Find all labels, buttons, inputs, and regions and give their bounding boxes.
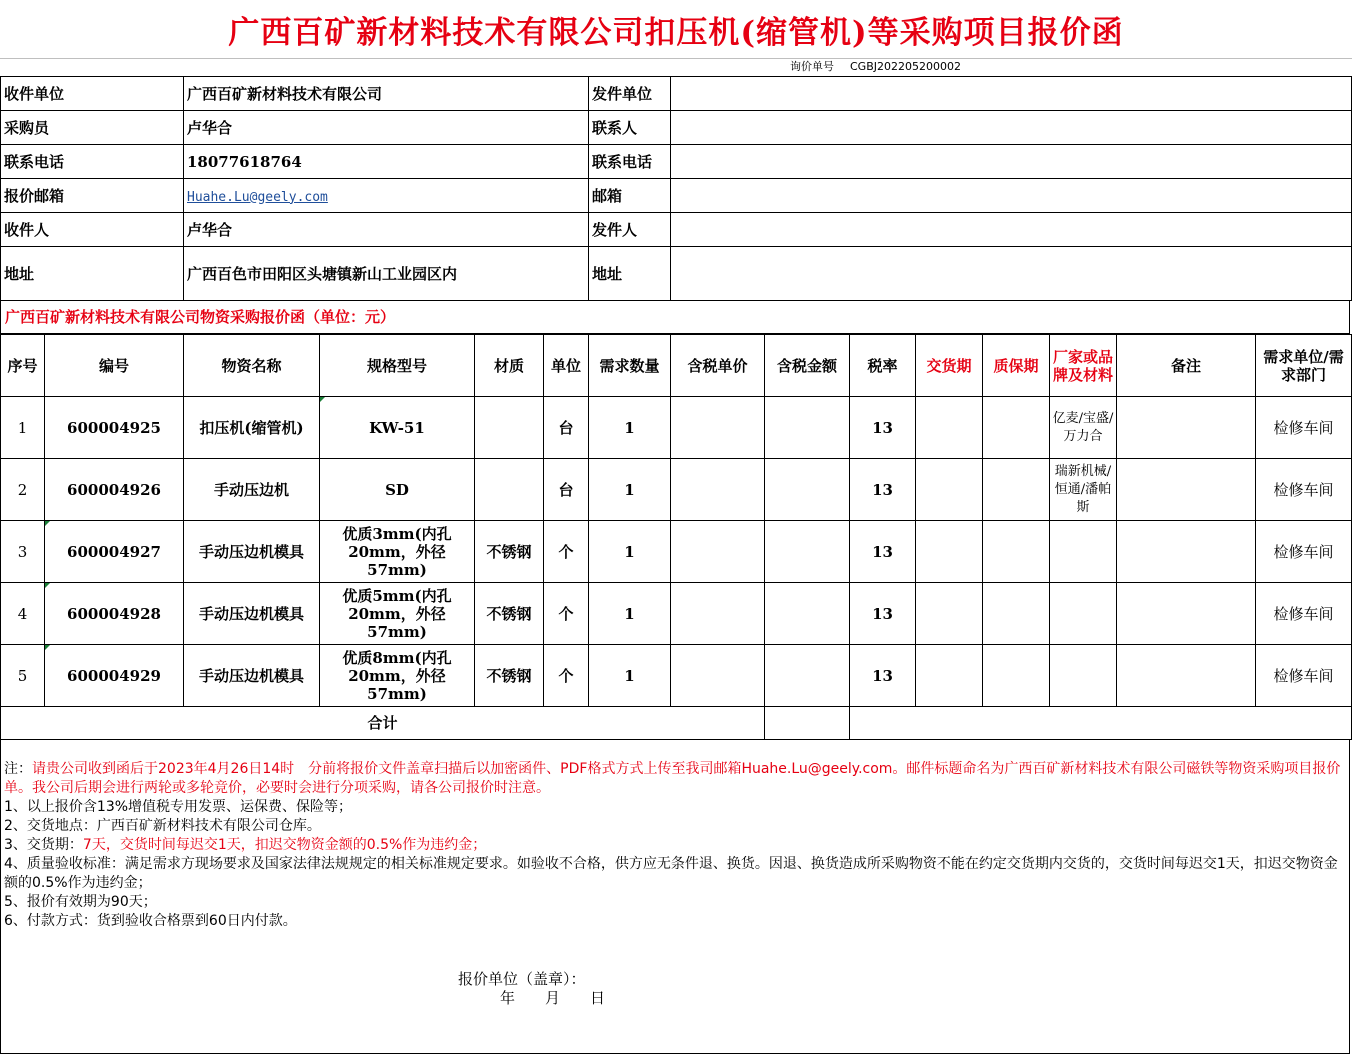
cell-dept[interactable]: 检修车间 (1256, 459, 1352, 521)
info-row (1, 77, 1352, 111)
cell-unit[interactable]: 台 (544, 397, 589, 459)
info-label: 联系电话 (1, 145, 184, 179)
table-row (1, 459, 1352, 521)
cell-spec[interactable]: 优质8mm(内孔20mm，外径57mm) (320, 645, 475, 707)
cell-warranty[interactable] (983, 521, 1050, 583)
cell-spec[interactable]: 优质3mm(内孔20mm，外径57mm) (320, 521, 475, 583)
cell-comment-marker (45, 521, 50, 526)
info-label: 邮箱 (589, 179, 671, 213)
cell-qty[interactable]: 1 (589, 397, 671, 459)
info-value[interactable]: 广西百色市田阳区头塘镇新山工业园区内 (184, 247, 589, 301)
cell-price[interactable] (671, 583, 765, 645)
total-label: 合计 (1, 707, 765, 740)
cell-name[interactable]: 手动压边机模具 (184, 521, 320, 583)
table-row (1, 583, 1352, 645)
cell-code[interactable]: 600004925 (45, 397, 184, 459)
cell-comment-marker (45, 645, 50, 650)
note-2: 2、交货地点：广西百矿新材料技术有限公司仓库。 (4, 818, 321, 834)
cell-unit[interactable]: 个 (544, 521, 589, 583)
info-row (1, 145, 1352, 179)
section-title: 广西百矿新材料技术有限公司物资采购报价函（单位：元） (0, 300, 1350, 334)
col-header: 含税金额 (765, 335, 850, 397)
cell-delivery[interactable] (916, 397, 983, 459)
col-header: 厂家或品牌及材料 (1050, 335, 1117, 397)
col-header: 交货期 (916, 335, 983, 397)
cell-warranty[interactable] (983, 459, 1050, 521)
note-3-detail: 7天，交货时间每迟交1天，扣迟交物资金额的0.5%作为违约金； (82, 837, 487, 853)
info-input[interactable] (671, 179, 1352, 213)
cell-code[interactable]: 600004928 (45, 583, 184, 645)
note-deadline: 请贵公司收到函后于2023年4月26日14时 分前将报价文件盖章扫描后以加密函件、PDF格式方式上传至我司邮箱Huahe.Lu@geely.com。邮件标题命名为广西百矿新材料技术有限公司磁铁等物资采购项目报价单。我公司后期会进行两轮或多轮竞价，必要时会进行分项采购，请各公司报价时注意。 (4, 761, 1341, 796)
cell-no[interactable]: 1 (1, 397, 45, 459)
col-header: 需求数量 (589, 335, 671, 397)
items-table (0, 334, 1352, 740)
table-header-row (1, 335, 1352, 397)
cell-remark[interactable] (1117, 645, 1256, 707)
table-row (1, 397, 1352, 459)
info-label: 发件人 (589, 213, 671, 247)
cell-amount[interactable] (765, 583, 850, 645)
cell-tax[interactable]: 13 (850, 459, 916, 521)
cell-dept[interactable]: 检修车间 (1256, 397, 1352, 459)
cell-tax[interactable]: 13 (850, 397, 916, 459)
cell-name[interactable]: 手动压边机 (184, 459, 320, 521)
cell-delivery[interactable] (916, 645, 983, 707)
cell-tax[interactable]: 13 (850, 521, 916, 583)
cell-qty[interactable]: 1 (589, 645, 671, 707)
cell-material[interactable]: 不锈钢 (475, 521, 544, 583)
table-row (1, 521, 1352, 583)
cell-comment-marker (45, 583, 50, 588)
col-header: 序号 (1, 335, 45, 397)
cell-code[interactable]: 600004926 (45, 459, 184, 521)
info-label: 地址 (1, 247, 184, 301)
note-6: 6、付款方式：货到验收合格票到60日内付款。 (4, 913, 297, 929)
cell-remark[interactable] (1117, 459, 1256, 521)
cell-qty[interactable]: 1 (589, 459, 671, 521)
cell-brand[interactable]: 亿麦/宝盛/万力合 (1050, 397, 1117, 459)
cell-delivery[interactable] (916, 583, 983, 645)
cell-material[interactable]: 不锈钢 (475, 645, 544, 707)
info-value[interactable] (184, 179, 589, 213)
note-prefix: 注： (4, 761, 32, 777)
info-input[interactable] (671, 247, 1352, 301)
cell-warranty[interactable] (983, 645, 1050, 707)
cell-amount[interactable] (765, 645, 850, 707)
cell-dept[interactable]: 检修车间 (1256, 521, 1352, 583)
cell-spec[interactable]: SD (320, 459, 475, 521)
cell-remark[interactable] (1117, 583, 1256, 645)
cell-amount[interactable] (765, 521, 850, 583)
col-header: 含税单价 (671, 335, 765, 397)
col-header: 质保期 (983, 335, 1050, 397)
cell-unit[interactable]: 台 (544, 459, 589, 521)
cell-spec[interactable]: 优质5mm(内孔20mm，外径57mm) (320, 583, 475, 645)
info-input[interactable] (671, 111, 1352, 145)
cell-name[interactable]: 扣压机(缩管机) (184, 397, 320, 459)
note-5: 5、报价有效期为90天； (4, 894, 157, 910)
col-header: 税率 (850, 335, 916, 397)
info-input[interactable] (671, 77, 1352, 111)
cell-dept[interactable]: 检修车间 (1256, 583, 1352, 645)
cell-no[interactable]: 5 (1, 645, 45, 707)
signature-date: 年 月 日 (500, 989, 606, 1007)
cell-tax[interactable]: 13 (850, 583, 916, 645)
cell-qty[interactable]: 1 (589, 583, 671, 645)
info-label: 收件单位 (1, 77, 184, 111)
col-header: 物资名称 (184, 335, 320, 397)
info-label: 联系电话 (589, 145, 671, 179)
info-label: 报价邮箱 (1, 179, 184, 213)
info-label: 采购员 (1, 111, 184, 145)
cell-code[interactable]: 600004929 (45, 645, 184, 707)
col-header: 单位 (544, 335, 589, 397)
cell-dept[interactable]: 检修车间 (1256, 645, 1352, 707)
cell-delivery[interactable] (916, 459, 983, 521)
cell-qty[interactable]: 1 (589, 521, 671, 583)
cell-tax[interactable]: 13 (850, 645, 916, 707)
info-value[interactable]: 广西百矿新材料技术有限公司 (184, 77, 589, 111)
cell-price[interactable] (671, 521, 765, 583)
cell-amount[interactable] (765, 397, 850, 459)
total-amount[interactable] (765, 707, 850, 740)
total-row (1, 707, 1352, 740)
info-value[interactable]: 卢华合 (184, 213, 589, 247)
cell-no[interactable]: 3 (1, 521, 45, 583)
col-header: 材质 (475, 335, 544, 397)
cell-unit[interactable]: 个 (544, 645, 589, 707)
col-header: 备注 (1117, 335, 1256, 397)
col-header: 编号 (45, 335, 184, 397)
cell-price[interactable] (671, 397, 765, 459)
cell-remark[interactable] (1117, 521, 1256, 583)
cell-warranty[interactable] (983, 583, 1050, 645)
note-3 (4, 836, 1346, 855)
note-intro (4, 760, 1346, 798)
cell-code[interactable]: 600004927 (45, 521, 184, 583)
info-input[interactable] (671, 145, 1352, 179)
info-row (1, 111, 1352, 145)
cell-price[interactable] (671, 459, 765, 521)
signature-block (458, 970, 605, 1008)
col-header: 需求单位/需求部门 (1256, 335, 1352, 397)
cell-material[interactable] (475, 397, 544, 459)
info-label: 收件人 (1, 213, 184, 247)
email-link[interactable]: Huahe.Lu@geely.com (187, 189, 328, 205)
cell-brand[interactable] (1050, 583, 1117, 645)
inquiry-number: CGBJ202205200002 (850, 60, 961, 73)
info-value[interactable]: 18077618764 (184, 145, 589, 179)
cell-name[interactable]: 手动压边机模具 (184, 583, 320, 645)
notes-section (0, 740, 1350, 1054)
page-title: 广西百矿新材料技术有限公司扣压机(缩管机)等采购项目报价函 (0, 0, 1352, 59)
cell-warranty[interactable] (983, 397, 1050, 459)
note-3-prefix: 3、交货期： (4, 837, 83, 853)
cell-unit[interactable]: 个 (544, 583, 589, 645)
info-label: 联系人 (589, 111, 671, 145)
cell-brand[interactable]: 瑞新机械/恒通/潘帕斯 (1050, 459, 1117, 521)
cell-delivery[interactable] (916, 521, 983, 583)
cell-name[interactable]: 手动压边机模具 (184, 645, 320, 707)
cell-remark[interactable] (1117, 397, 1256, 459)
cell-material[interactable] (475, 459, 544, 521)
info-row (1, 213, 1352, 247)
info-row (1, 179, 1352, 213)
cell-price[interactable] (671, 645, 765, 707)
cell-brand[interactable] (1050, 521, 1117, 583)
cell-amount[interactable] (765, 459, 850, 521)
note-1: 1、以上报价含13%增值税专用发票、运保费、保险等； (4, 799, 353, 815)
info-label: 地址 (589, 247, 671, 301)
cell-no[interactable]: 2 (1, 459, 45, 521)
info-input[interactable] (671, 213, 1352, 247)
info-value[interactable]: 卢华合 (184, 111, 589, 145)
col-header: 规格型号 (320, 335, 475, 397)
total-blank (850, 707, 1352, 740)
inquiry-label: 询价单号 (790, 60, 834, 73)
table-row (1, 645, 1352, 707)
info-row (1, 247, 1352, 301)
cell-material[interactable]: 不锈钢 (475, 583, 544, 645)
signature-label: 报价单位（盖章）： (458, 970, 586, 988)
note-4: 4、质量验收标准：满足需求方现场要求及国家法律法规规定的相关标准规定要求。如验收不合格，供方应无条件退、换货。因退、换货造成所采购物资不能在约定交货期内交货的，交货时间每迟交1天，扣迟交物资金额的0.5%作为违约金； (4, 856, 1338, 891)
info-label: 发件单位 (589, 77, 671, 111)
cell-brand[interactable] (1050, 645, 1117, 707)
contact-info-table (0, 76, 1352, 301)
cell-no[interactable]: 4 (1, 583, 45, 645)
cell-comment-marker (320, 397, 325, 402)
cell-spec[interactable]: KW-51 (320, 397, 475, 459)
